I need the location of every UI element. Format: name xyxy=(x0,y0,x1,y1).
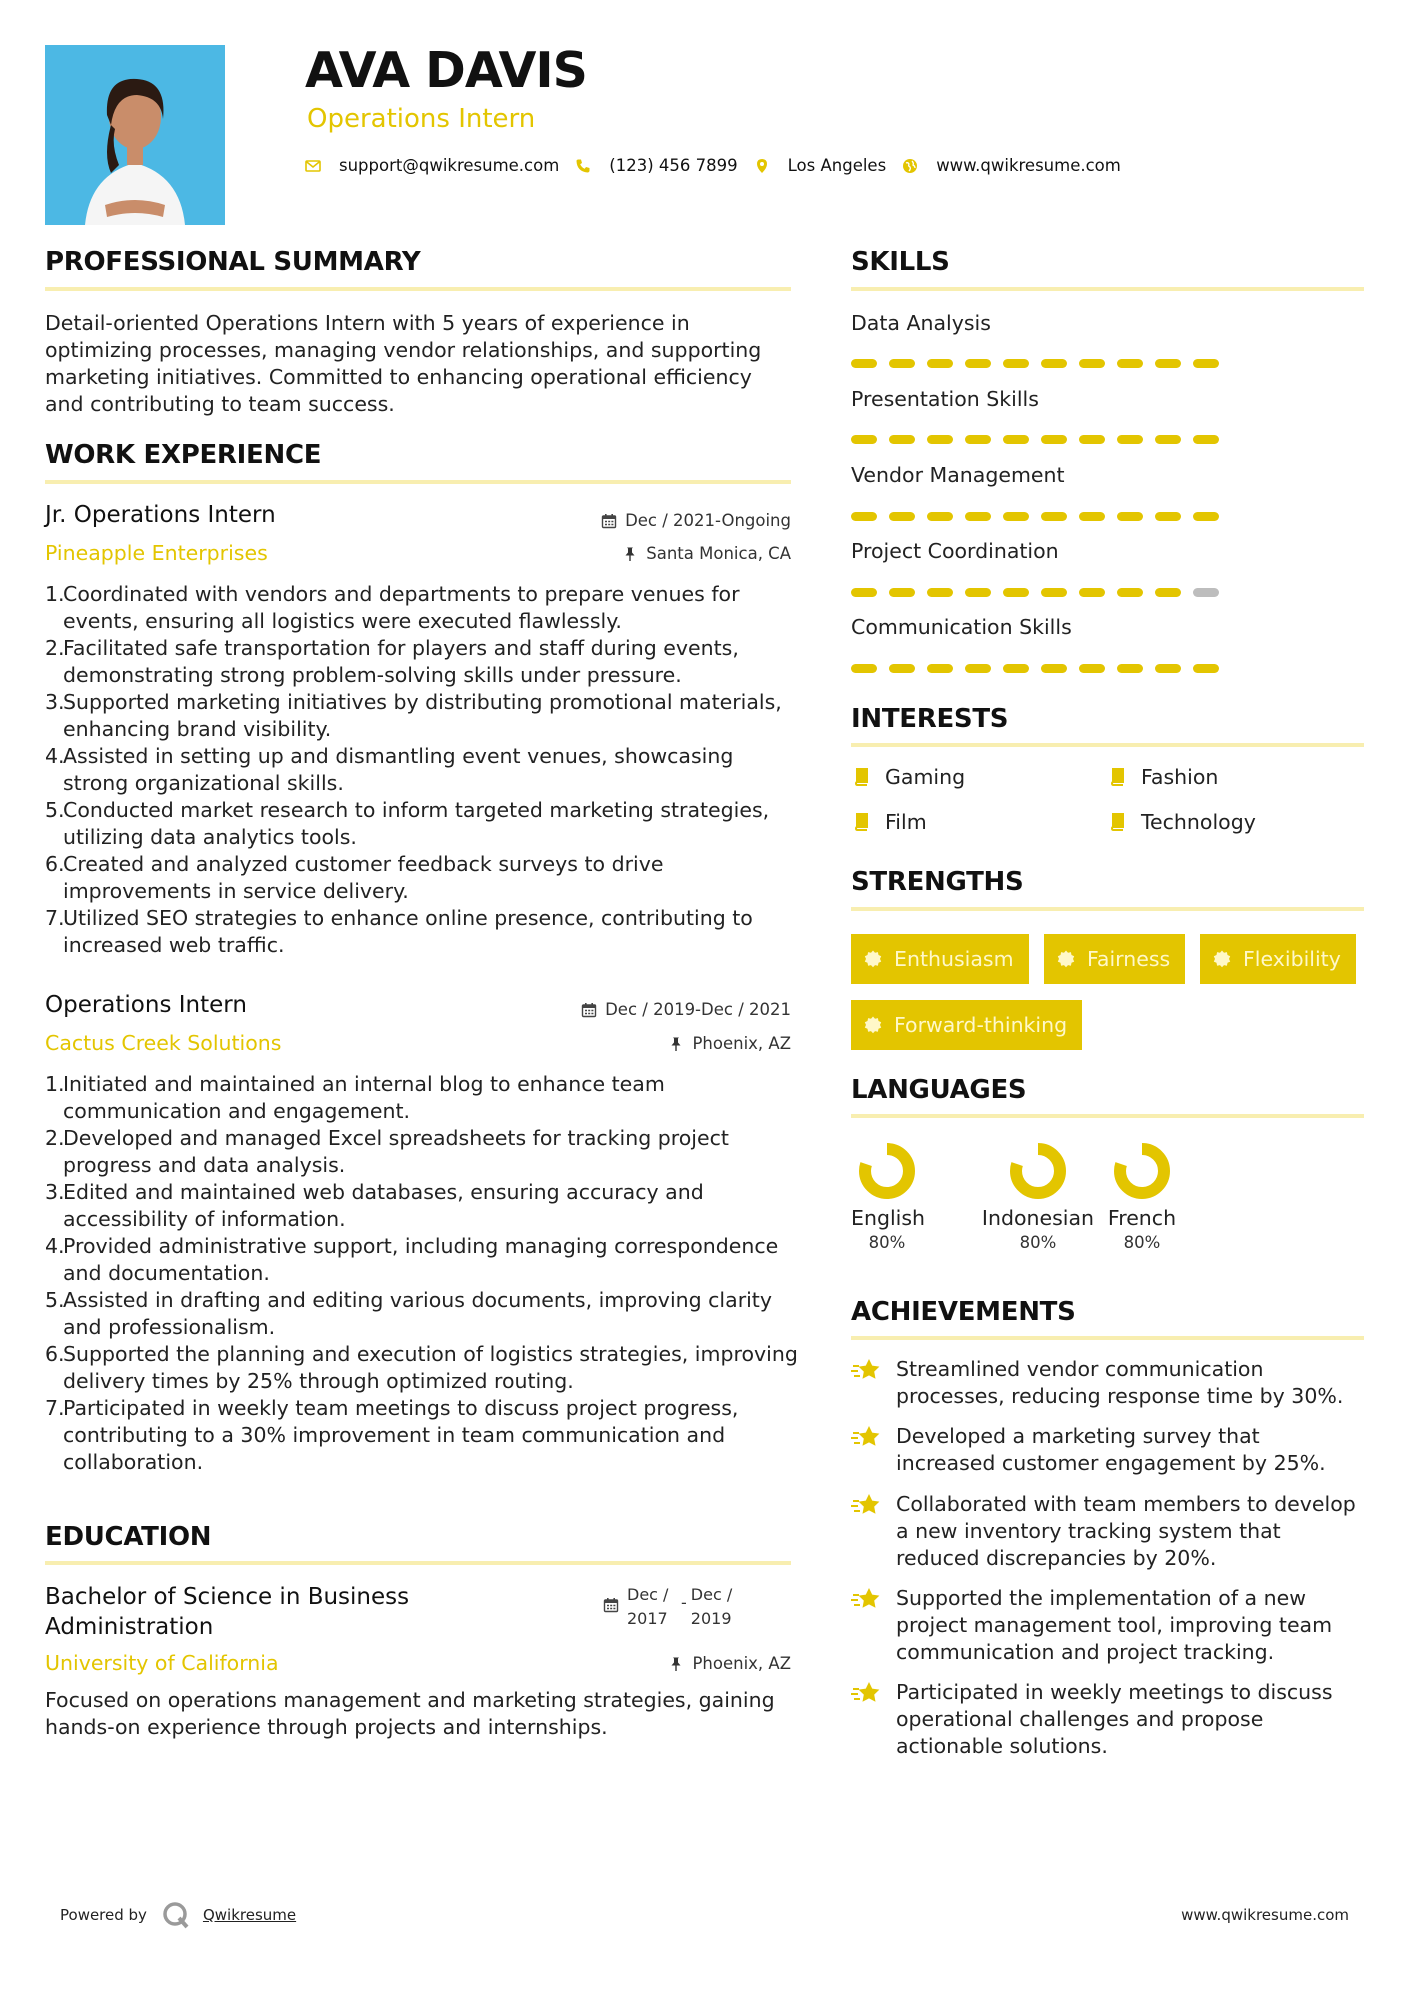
contact-phone[interactable] xyxy=(575,156,737,175)
phone-text: (123) 456 7899 xyxy=(609,156,738,175)
skill-level-dash xyxy=(1193,512,1219,521)
skill-level-dash xyxy=(1117,359,1143,368)
language-percent: 80% xyxy=(868,1233,906,1252)
skill-level-dash xyxy=(851,588,877,597)
email-text: support@qwikresume.com xyxy=(339,156,560,175)
education-date-separator: - xyxy=(681,1593,687,1612)
skill-level-dash xyxy=(927,664,953,673)
list-item: Developed and managed Excel spreadsheets for tracking project progress and data analysis. xyxy=(63,1126,729,1177)
star-trophy-icon xyxy=(851,1423,883,1453)
skill-level-dash xyxy=(1193,435,1219,444)
list-item: Assisted in setting up and dismantling event venues, showcasing strong organizational skills. xyxy=(63,744,734,795)
language-progress-ring xyxy=(856,1140,918,1202)
education-description: Focused on operations management and marketing strategies, gaining hands-on experience through projects and internships. xyxy=(45,1688,775,1739)
list-item: Provided administrative support, including managing correspondence and documentation. xyxy=(63,1234,779,1285)
skill-level-dash xyxy=(1079,435,1105,444)
skill-level-dash xyxy=(965,588,991,597)
skill-level-bar xyxy=(851,435,1219,444)
achievement-item: Supported the implementation of a new project management tool, improving team communication and project tracking. xyxy=(851,1585,1361,1666)
skill-name: Vendor Management xyxy=(851,463,1065,487)
skill-level-dash xyxy=(851,664,877,673)
list-item: Utilized SEO strategies to enhance online presence, contributing to increased web traffic. xyxy=(63,906,753,957)
skill-level-dash xyxy=(1041,359,1067,368)
location-text: Los Angeles xyxy=(787,156,887,175)
skill-level-bar xyxy=(851,588,1219,597)
list-item: Facilitated safe transportation for players and staff during events, demonstrating strong problem-solving skills under pressure. xyxy=(63,636,739,687)
list-item: Participated in weekly team meetings to discuss project progress, contributing to a 30% improvement in team communication and collaboration. xyxy=(63,1396,739,1474)
skill-level-bar xyxy=(851,359,1219,368)
skill-level-dash xyxy=(1193,359,1219,368)
skill-level-dash xyxy=(1041,435,1067,444)
strength-badge: Flexibility xyxy=(1200,934,1356,984)
achievement-item: Participated in weekly meetings to discuss operational challenges and propose actionable solutions. xyxy=(851,1679,1361,1760)
language-name: Indonesian xyxy=(981,1206,1095,1230)
degree-title: Bachelor of Science in Business Administration xyxy=(45,1584,410,1640)
skill-level-dash xyxy=(927,359,953,368)
job-date-text: Dec / 2021-Ongoing xyxy=(625,511,791,530)
skill-level-dash xyxy=(1079,359,1105,368)
skill-name: Communication Skills xyxy=(851,615,1072,639)
languages-title: LANGUAGES xyxy=(851,1075,1027,1105)
summary-text: Detail-oriented Operations Intern with 5 years of experience in optimizing processes, managing vendor relationships, and supporting marketing initiatives. Committed to enhancing operational efficiency and contributing to team success. xyxy=(45,311,762,416)
pushpin-icon xyxy=(668,1656,684,1672)
contact-website[interactable] xyxy=(902,156,1121,175)
list-item: Initiated and maintained an internal blog to enhance team communication and engagement. xyxy=(63,1072,665,1123)
list-item: Conducted market research to inform targeted marketing strategies, utilizing data analytics tools. xyxy=(63,798,770,849)
star-trophy-icon xyxy=(851,1356,883,1386)
skill-level-dash xyxy=(1155,359,1181,368)
skill-level-dash xyxy=(965,664,991,673)
job-title: Operations Intern xyxy=(45,992,247,1018)
badge-icon xyxy=(1057,950,1075,968)
list-item: Supported marketing initiatives by distributing promotional materials, enhancing brand visibility. xyxy=(63,690,782,741)
language-percent: 80% xyxy=(1123,1233,1161,1252)
book-icon xyxy=(851,767,871,787)
skill-level-dash xyxy=(1041,664,1067,673)
summary-divider xyxy=(45,287,791,291)
job-date xyxy=(581,1000,791,1019)
skill-level-dash xyxy=(889,588,915,597)
achievement-item: Developed a marketing survey that increased customer engagement by 25%. xyxy=(851,1423,1361,1477)
qwikresume-logo-icon xyxy=(161,1900,191,1930)
calendar-icon xyxy=(581,1002,597,1018)
skill-level-dash xyxy=(1193,588,1219,597)
skill-level-dash xyxy=(1155,435,1181,444)
skill-name: Data Analysis xyxy=(851,311,991,335)
email-icon xyxy=(305,158,321,174)
summary-title: PROFESSIONAL SUMMARY xyxy=(45,247,421,277)
skill-level-dash xyxy=(1003,435,1029,444)
star-trophy-icon xyxy=(851,1491,883,1521)
education-end-date: Dec / 2019 xyxy=(690,1585,733,1628)
skill-level-dash xyxy=(1079,664,1105,673)
profile-photo xyxy=(45,45,225,225)
languages-divider xyxy=(851,1114,1364,1118)
list-item: Edited and maintained web databases, ensuring accuracy and accessibility of information. xyxy=(63,1180,704,1231)
skill-level-dash xyxy=(1003,512,1029,521)
job-date xyxy=(601,511,791,530)
skill-level-dash xyxy=(889,512,915,521)
education-dates xyxy=(603,1583,743,1631)
language-item xyxy=(851,1140,926,1252)
interest-item: Gaming xyxy=(851,765,965,789)
calendar-icon xyxy=(601,513,617,529)
language-item xyxy=(1106,1140,1178,1252)
skill-level-dash xyxy=(889,435,915,444)
experience-divider xyxy=(45,480,791,484)
skill-level-dash xyxy=(1117,512,1143,521)
qwikresume-link[interactable]: Qwikresume xyxy=(202,1906,297,1924)
strength-badge: Forward-thinking xyxy=(851,1000,1082,1050)
language-name: French xyxy=(1107,1206,1177,1230)
pushpin-icon xyxy=(622,546,638,562)
list-item: Assisted in drafting and editing various documents, improving clarity and professionalism. xyxy=(63,1288,772,1339)
skill-level-dash xyxy=(927,588,953,597)
language-name: English xyxy=(851,1206,926,1230)
skill-level-dash xyxy=(1003,588,1029,597)
skill-level-dash xyxy=(1117,588,1143,597)
strengths-title: STRENGTHS xyxy=(851,867,1024,897)
skill-level-dash xyxy=(889,664,915,673)
list-item: Coordinated with vendors and departments to prepare venues for events, ensuring all logistics were executed flawlessly. xyxy=(63,582,740,633)
calendar-icon xyxy=(603,1597,619,1613)
contact-email[interactable] xyxy=(305,156,559,175)
candidate-role: Operations Intern xyxy=(307,104,536,134)
badge-icon xyxy=(1213,950,1231,968)
education-start-date: Dec / 2017 xyxy=(627,1585,669,1628)
company-name: Cactus Creek Solutions xyxy=(45,1031,282,1055)
achievements-divider xyxy=(851,1336,1364,1340)
footer-powered-by xyxy=(60,1900,296,1930)
achievement-item: Collaborated with team members to develop a new inventory tracking system that reduced discrepancies by 20%. xyxy=(851,1491,1361,1572)
interest-item: Film xyxy=(851,810,927,834)
education-title: EDUCATION xyxy=(45,1522,212,1552)
skill-level-dash xyxy=(1117,435,1143,444)
skill-level-dash xyxy=(1041,512,1067,521)
skill-level-dash xyxy=(1003,664,1029,673)
achievements-title: ACHIEVEMENTS xyxy=(851,1297,1076,1327)
skill-level-dash xyxy=(1003,359,1029,368)
skill-level-dash xyxy=(1155,512,1181,521)
skill-level-bar xyxy=(851,512,1219,521)
interest-item: Technology xyxy=(1107,810,1256,834)
footer-website[interactable]: www.qwikresume.com xyxy=(1181,1906,1349,1924)
skill-level-dash xyxy=(1193,664,1219,673)
skill-level-dash xyxy=(1117,664,1143,673)
skill-level-dash xyxy=(851,435,877,444)
company-name: Pineapple Enterprises xyxy=(45,541,268,565)
contact-bar xyxy=(305,156,1137,175)
experience-title: WORK EXPERIENCE xyxy=(45,440,322,470)
job-duties-list xyxy=(45,1071,805,1476)
language-progress-ring xyxy=(1111,1140,1173,1202)
book-icon xyxy=(1107,767,1127,787)
powered-by-label: Powered by xyxy=(60,1906,147,1924)
skill-level-dash xyxy=(965,512,991,521)
skill-level-dash xyxy=(965,435,991,444)
pushpin-icon xyxy=(668,1036,684,1052)
list-item: Supported the planning and execution of logistics strategies, improving delivery times by 25% through optimized routing. xyxy=(63,1342,798,1393)
language-percent: 80% xyxy=(1019,1233,1057,1252)
skill-level-dash xyxy=(1079,588,1105,597)
skill-level-dash xyxy=(927,512,953,521)
skill-name: Project Coordination xyxy=(851,539,1059,563)
job-location-text: Phoenix, AZ xyxy=(692,1034,791,1053)
badge-icon xyxy=(864,1016,882,1034)
education-location-text: Phoenix, AZ xyxy=(692,1654,791,1673)
interests-divider xyxy=(851,743,1364,747)
strengths-divider xyxy=(851,907,1364,911)
badge-icon xyxy=(864,950,882,968)
skill-level-dash xyxy=(1041,588,1067,597)
skill-level-dash xyxy=(851,359,877,368)
job-location xyxy=(668,1034,791,1053)
skill-level-dash xyxy=(889,359,915,368)
skill-level-dash xyxy=(1079,512,1105,521)
phone-icon xyxy=(575,158,591,174)
book-icon xyxy=(851,812,871,832)
skill-level-dash xyxy=(927,435,953,444)
strength-badge: Fairness xyxy=(1044,934,1185,984)
skills-divider xyxy=(851,287,1364,291)
contact-location xyxy=(754,156,887,175)
achievement-item: Streamlined vendor communication processes, reducing response time by 30%. xyxy=(851,1356,1361,1410)
language-item xyxy=(978,1140,1098,1252)
globe-icon xyxy=(902,158,918,174)
star-trophy-icon xyxy=(851,1585,883,1615)
job-duties-list xyxy=(45,581,805,959)
interests-title: INTERESTS xyxy=(851,704,1009,734)
job-title: Jr. Operations Intern xyxy=(45,502,276,528)
website-text: www.qwikresume.com xyxy=(936,156,1121,175)
candidate-name: AVA DAVIS xyxy=(305,42,587,99)
skills-title: SKILLS xyxy=(851,247,950,277)
skill-name: Presentation Skills xyxy=(851,387,1039,411)
education-location xyxy=(668,1654,791,1673)
skill-level-dash xyxy=(1155,588,1181,597)
job-location-text: Santa Monica, CA xyxy=(646,544,791,563)
book-icon xyxy=(1107,812,1127,832)
list-item: Created and analyzed customer feedback surveys to drive improvements in service delivery. xyxy=(63,852,664,903)
school-name: University of California xyxy=(45,1651,279,1675)
skill-level-dash xyxy=(965,359,991,368)
skill-level-bar xyxy=(851,664,1219,673)
strength-badge: Enthusiasm xyxy=(851,934,1029,984)
job-date-text: Dec / 2019-Dec / 2021 xyxy=(605,1000,791,1019)
star-trophy-icon xyxy=(851,1679,883,1709)
location-pin-icon xyxy=(754,158,770,174)
skill-level-dash xyxy=(1155,664,1181,673)
education-divider xyxy=(45,1561,791,1565)
interest-item: Fashion xyxy=(1107,765,1218,789)
job-location xyxy=(622,544,791,563)
language-progress-ring xyxy=(1007,1140,1069,1202)
skill-level-dash xyxy=(851,512,877,521)
